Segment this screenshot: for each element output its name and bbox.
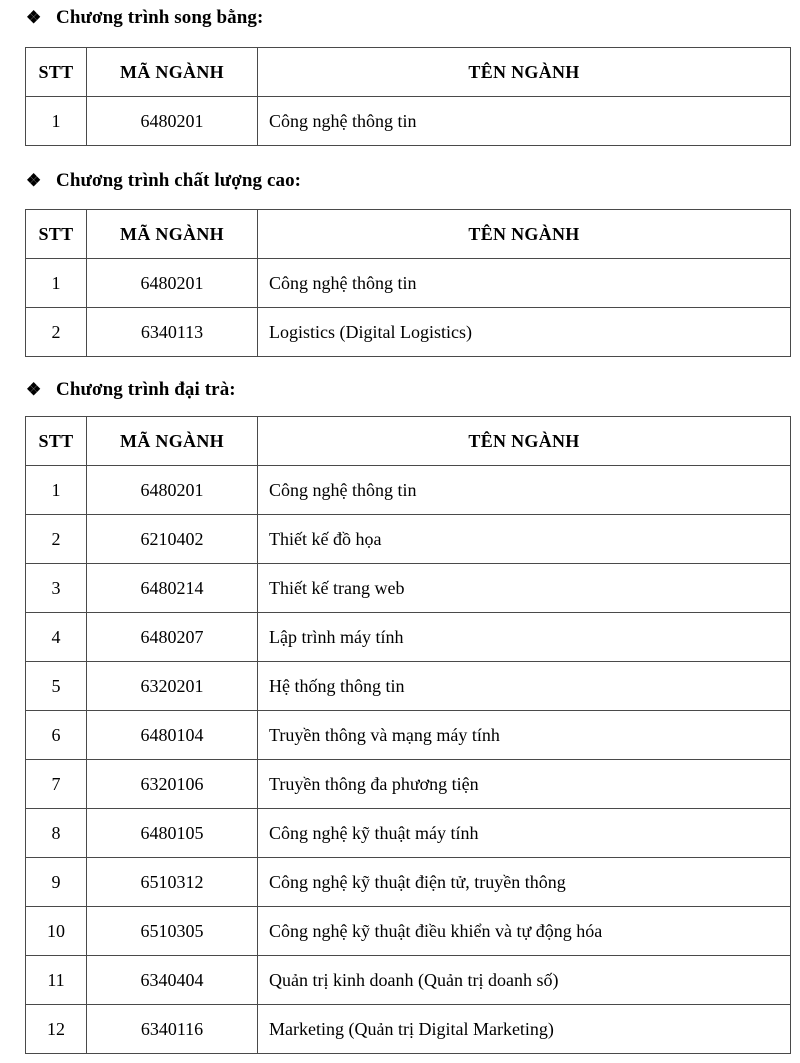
cell-code: 6510312 [87, 858, 258, 907]
cell-code: 6480105 [87, 809, 258, 858]
table-row [26, 97, 791, 146]
table-row [26, 662, 791, 711]
cell-code: 6340404 [87, 956, 258, 1005]
cell-code: 6480214 [87, 564, 258, 613]
table-row [26, 760, 791, 809]
column-header-name: TÊN NGÀNH [258, 210, 791, 259]
table-row [26, 809, 791, 858]
cell-stt: 1 [26, 97, 87, 146]
cell-name: Marketing (Quản trị Digital Marketing) [258, 1005, 791, 1054]
diamond-bullet-icon: ❖ [26, 171, 42, 190]
cell-name: Thiết kế đồ họa [258, 515, 791, 564]
cell-stt: 8 [26, 809, 87, 858]
cell-name: Truyền thông và mạng máy tính [258, 711, 791, 760]
table-row [26, 956, 791, 1005]
majors-table-song-bang [25, 47, 791, 146]
cell-code: 6480104 [87, 711, 258, 760]
cell-stt: 6 [26, 711, 87, 760]
cell-stt: 1 [26, 259, 87, 308]
column-header-code: MÃ NGÀNH [87, 417, 258, 466]
cell-name: Công nghệ thông tin [258, 466, 791, 515]
cell-name: Logistics (Digital Logistics) [258, 308, 791, 357]
cell-code: 6510305 [87, 907, 258, 956]
cell-stt: 3 [26, 564, 87, 613]
cell-code: 6340116 [87, 1005, 258, 1054]
table-row [26, 858, 791, 907]
cell-code: 6480201 [87, 466, 258, 515]
section-heading-label: Chương trình đại trà: [56, 379, 236, 400]
table-header-row [26, 417, 791, 466]
cell-stt: 9 [26, 858, 87, 907]
cell-code: 6340113 [87, 308, 258, 357]
cell-stt: 4 [26, 613, 87, 662]
cell-stt: 10 [26, 907, 87, 956]
section-heading-chat-luong-cao [0, 171, 301, 190]
cell-stt: 7 [26, 760, 87, 809]
table-row [26, 259, 791, 308]
cell-stt: 2 [26, 308, 87, 357]
section-heading-label: Chương trình song bằng: [56, 7, 264, 28]
cell-name: Công nghệ kỹ thuật máy tính [258, 809, 791, 858]
table-row [26, 907, 791, 956]
cell-stt: 12 [26, 1005, 87, 1054]
majors-table-chat-luong-cao [25, 209, 791, 357]
cell-name: Lập trình máy tính [258, 613, 791, 662]
section-heading-label: Chương trình chất lượng cao: [56, 170, 302, 191]
cell-stt: 5 [26, 662, 87, 711]
column-header-code: MÃ NGÀNH [87, 210, 258, 259]
cell-stt: 1 [26, 466, 87, 515]
cell-name: Quản trị kinh doanh (Quản trị doanh số) [258, 956, 791, 1005]
cell-name: Công nghệ thông tin [258, 259, 791, 308]
table-header-row [26, 210, 791, 259]
section-heading-song-bang [0, 8, 263, 27]
column-header-code: MÃ NGÀNH [87, 48, 258, 97]
cell-code: 6480201 [87, 97, 258, 146]
cell-stt: 2 [26, 515, 87, 564]
table-row [26, 515, 791, 564]
table-header-row [26, 48, 791, 97]
column-header-stt: STT [26, 48, 87, 97]
table-row [26, 711, 791, 760]
table-row [26, 1005, 791, 1054]
cell-name: Công nghệ kỹ thuật điện tử, truyền thông [258, 858, 791, 907]
cell-stt: 11 [26, 956, 87, 1005]
column-header-name: TÊN NGÀNH [258, 48, 791, 97]
cell-name: Thiết kế trang web [258, 564, 791, 613]
cell-code: 6480201 [87, 259, 258, 308]
cell-name: Truyền thông đa phương tiện [258, 760, 791, 809]
column-header-stt: STT [26, 210, 87, 259]
table-row [26, 564, 791, 613]
table-row [26, 613, 791, 662]
table-row [26, 466, 791, 515]
cell-code: 6320201 [87, 662, 258, 711]
cell-name: Công nghệ thông tin [258, 97, 791, 146]
majors-table-dai-tra [25, 416, 791, 1054]
column-header-stt: STT [26, 417, 87, 466]
table-row [26, 308, 791, 357]
cell-code: 6210402 [87, 515, 258, 564]
section-heading-dai-tra [0, 380, 236, 399]
diamond-bullet-icon: ❖ [26, 380, 42, 399]
cell-name: Hệ thống thông tin [258, 662, 791, 711]
diamond-bullet-icon: ❖ [26, 8, 42, 27]
cell-name: Công nghệ kỹ thuật điều khiển và tự động hóa [258, 907, 791, 956]
cell-code: 6320106 [87, 760, 258, 809]
column-header-name: TÊN NGÀNH [258, 417, 791, 466]
cell-code: 6480207 [87, 613, 258, 662]
